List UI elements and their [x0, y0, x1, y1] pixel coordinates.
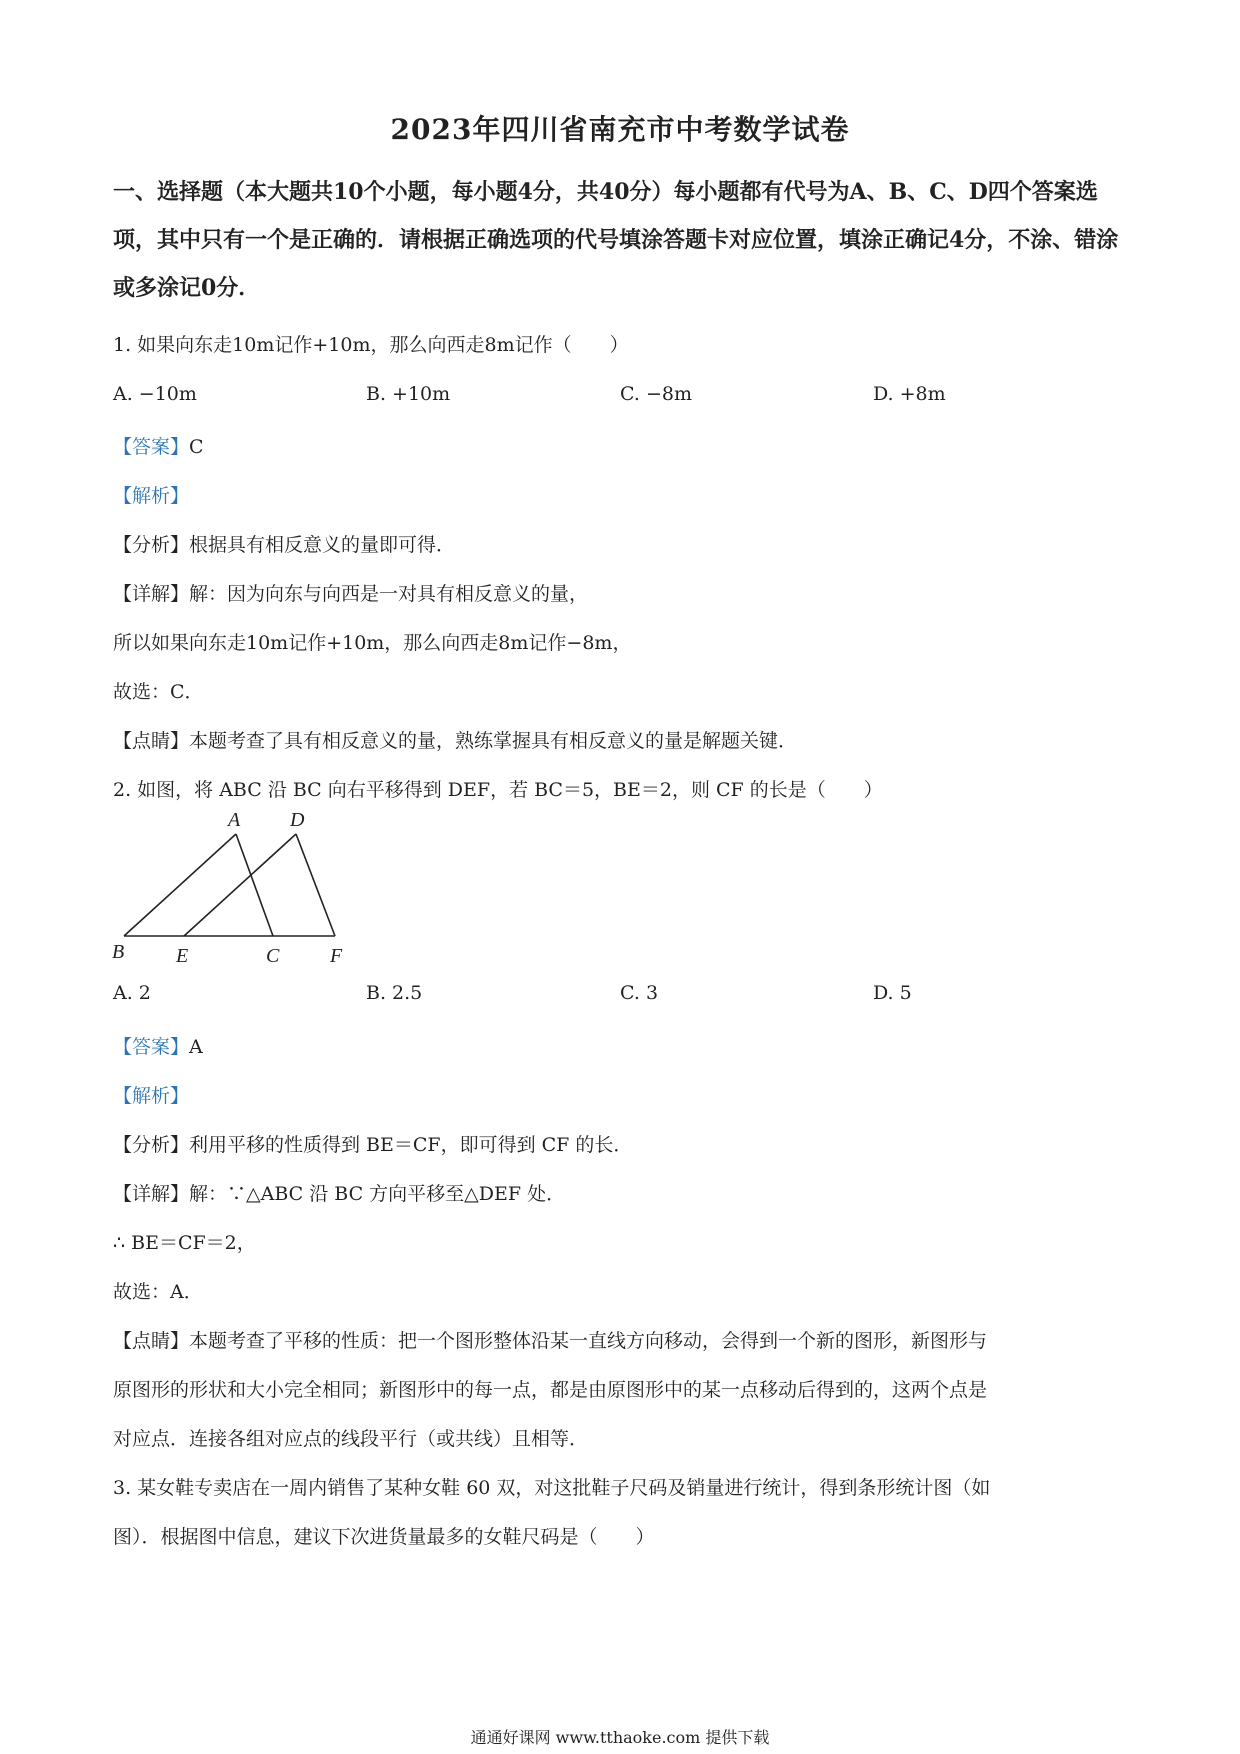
q1-option-c: C. −8m	[620, 383, 692, 405]
label-a: A	[228, 809, 241, 831]
triangle-translation-figure	[110, 808, 360, 968]
dianjing-tag: 【点睛】	[113, 1330, 190, 1352]
q1-stem: 1. 如果向东走10m记作+10m，那么向西走8m记作（ ）	[113, 334, 629, 356]
answer-value: A	[189, 1036, 203, 1058]
segment-ed	[184, 834, 296, 936]
label-b: B	[112, 941, 125, 963]
xiangjie-tag: 【详解】	[113, 1183, 190, 1205]
q2-fenxi	[113, 1130, 632, 1157]
q3-stem-line2: 图）．根据图中信息，建议下次进货量最多的女鞋尺码是（ ）	[113, 1526, 655, 1548]
q1-option-a: A. −10m	[113, 383, 197, 405]
section-instructions: 一、选择题（本大题共10个小题，每小题4分，共40分）每小题都有代号为A、B、C、D四个答案选项，其中只有一个是正确的．请根据正确选项的代号填涂答题卡对应位置，填涂正确记4分，不涂、错涂或多涂记0分．	[113, 179, 1119, 301]
fenxi-tag: 【分析】	[113, 1134, 190, 1156]
q1-dianjing	[113, 726, 797, 753]
q2-option-c: C. 3	[620, 982, 659, 1004]
q2-stem: 2. 如图，将 ABC 沿 BC 向右平移得到 DEF，若 BC＝5，BE＝2，则 CF 的长是（ ）	[113, 779, 883, 801]
q2-option-d: D. 5	[873, 982, 912, 1004]
segment-ac	[236, 834, 273, 936]
fenxi-text: 利用平移的性质得到 BE＝CF，即可得到 CF 的长．	[189, 1134, 633, 1156]
fenxi-text: 根据具有相反意义的量即可得．	[189, 534, 456, 556]
q2-xiangjie	[113, 1179, 565, 1206]
q1-analysis-tag: 【解析】	[113, 485, 190, 507]
answer-tag: 【答案】	[113, 1036, 190, 1058]
xiangjie-tag: 【详解】	[113, 583, 190, 605]
q2-choice: 故选：A．	[113, 1281, 203, 1303]
q2-xiangjie-line2: ∴ BE＝CF＝2，	[113, 1232, 256, 1254]
q2-dianjing-line3: 对应点．连接各组对应点的线段平行（或共线）且相等．	[113, 1428, 589, 1450]
q2-option-a: A. 2	[113, 982, 151, 1004]
label-e: E	[176, 945, 189, 967]
dianjing-text: 本题考查了具有相反意义的量，熟练掌握具有相反意义的量是解题关键．	[189, 730, 798, 752]
q2-option-b: B. 2.5	[366, 982, 423, 1004]
q1-choice: 故选：C．	[113, 681, 204, 703]
fenxi-tag: 【分析】	[113, 534, 190, 556]
label-d: D	[290, 809, 305, 831]
dianjing-tag: 【点睛】	[113, 730, 190, 752]
label-f: F	[330, 945, 343, 967]
q1-option-b: B. +10m	[366, 383, 451, 405]
q1-answer	[113, 432, 204, 459]
xiangjie-text: 解：因为向东与向西是一对具有相反意义的量，	[189, 583, 589, 605]
label-c: C	[266, 945, 280, 967]
q1-xiangjie	[113, 579, 588, 606]
q2-dianjing	[113, 1326, 987, 1353]
q1-option-d: D. +8m	[873, 383, 946, 405]
segment-df	[296, 834, 335, 936]
q2-dianjing-line2: 原图形的形状和大小完全相同；新图形中的每一点，都是由原图形中的某一点移动后得到的，这两个点是	[113, 1379, 988, 1401]
q3-stem: 3. 某女鞋专卖店在一周内销售了某种女鞋 60 双，对这批鞋子尺码及销量进行统计，得到条形统计图（如	[113, 1477, 991, 1499]
q1-fenxi	[113, 530, 455, 557]
answer-tag: 【答案】	[113, 436, 190, 458]
xiangjie-text: 解：∵△ABC 沿 BC 方向平移至△DEF 处．	[189, 1183, 566, 1205]
page-footer: 通通好课网 www.tthaoke.com 提供下载	[470, 1728, 770, 1747]
q2-analysis-tag: 【解析】	[113, 1085, 190, 1107]
q1-xiangjie-line2: 所以如果向东走10m记作+10m，那么向西走8m记作−8m，	[113, 632, 632, 654]
dianjing-text: 本题考查了平移的性质：把一个图形整体沿某一直线方向移动，会得到一个新的图形，新图形与	[189, 1330, 988, 1352]
q2-answer	[113, 1032, 203, 1059]
page-title: 2023年四川省南充市中考数学试卷	[390, 113, 850, 146]
segment-ab	[124, 834, 236, 936]
answer-value: C	[189, 436, 204, 458]
